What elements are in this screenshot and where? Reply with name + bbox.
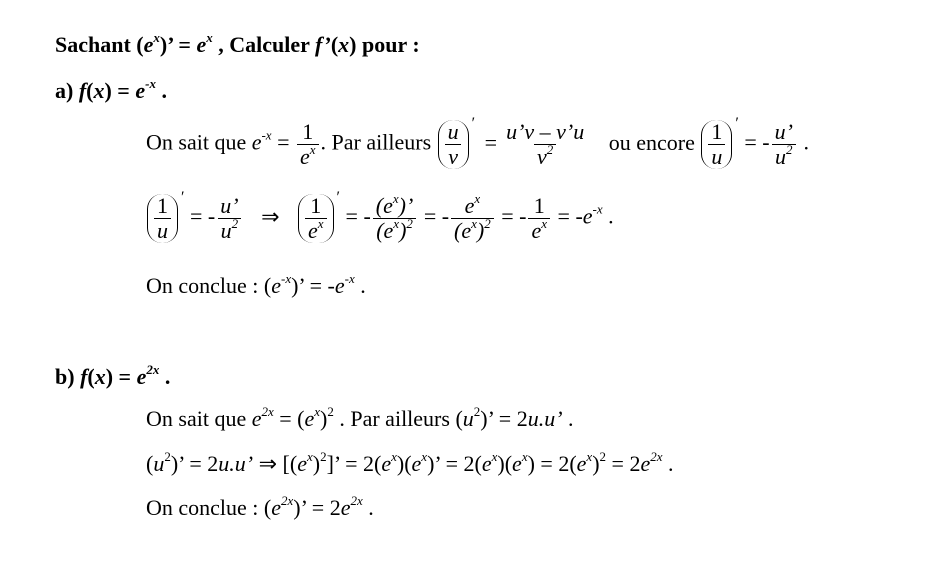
var-e: e — [411, 451, 422, 476]
text: = - — [552, 203, 583, 229]
text: )( — [396, 451, 412, 476]
text: . — [602, 203, 614, 229]
text: ) = — [105, 364, 137, 389]
part-a-line-2 — [146, 188, 614, 243]
var-x: x — [93, 78, 105, 103]
label-a: a) — [55, 78, 79, 103]
exponent: x — [391, 449, 397, 464]
var-e: e — [531, 218, 542, 243]
exponent: x — [317, 216, 324, 231]
text: , Calculer — [212, 32, 315, 57]
implies-arrow: ⇒ — [253, 451, 283, 476]
text: . Par ailleurs ( — [333, 406, 463, 431]
text: . Par ailleurs — [320, 129, 432, 155]
prime-mark: ′ — [336, 188, 341, 206]
fraction — [217, 194, 241, 243]
equals: = — [484, 129, 498, 155]
exponent: 2 — [164, 449, 171, 464]
exponent: x — [586, 449, 593, 464]
var-f: f — [78, 78, 87, 103]
var-e: e — [251, 406, 262, 431]
denominator — [305, 218, 327, 243]
text: . — [562, 406, 574, 431]
text: ( — [86, 78, 94, 103]
var-e: e — [381, 451, 392, 476]
fraction — [305, 194, 327, 243]
exponent: 2 — [327, 404, 334, 419]
denominator — [534, 144, 556, 169]
var-e: e — [304, 406, 315, 431]
denominator — [772, 144, 796, 169]
text: . — [155, 78, 167, 103]
text: )’ = 2 — [170, 451, 219, 476]
exponent: -x — [344, 271, 355, 286]
exponent: x — [541, 216, 548, 231]
var-e: e — [251, 129, 262, 155]
denominator — [528, 218, 550, 243]
exponent: x — [309, 142, 316, 157]
text: . — [362, 495, 374, 520]
var-x: x — [94, 364, 106, 389]
exponent: 2 — [599, 449, 607, 464]
var-e: e — [143, 32, 154, 57]
text: = - — [738, 129, 770, 155]
var-e: e — [334, 273, 345, 298]
numerator: 1 — [157, 193, 168, 218]
text: ) — [476, 218, 485, 243]
exponent: x — [491, 449, 498, 464]
text: ( — [330, 32, 339, 57]
exponent: 2x — [261, 404, 274, 419]
exponent: x — [521, 449, 528, 464]
denominator — [373, 218, 416, 243]
exponent: 2x — [281, 493, 294, 508]
text: On conclue : ( — [146, 495, 272, 520]
text: = - — [184, 203, 216, 229]
exponent: -x — [261, 127, 272, 143]
text: ) — [320, 406, 328, 431]
var-e: e — [640, 451, 651, 476]
fraction — [772, 120, 796, 169]
exponent: -x — [145, 76, 156, 91]
text: Sachant ( — [55, 32, 144, 57]
numerator: u — [447, 119, 459, 144]
denominator: u — [708, 144, 725, 169]
parenthesized-fraction — [438, 120, 469, 169]
var-e: e — [512, 451, 522, 476]
exponent: 2 — [546, 142, 554, 157]
expr-uu: u.u’ — [527, 406, 563, 431]
text: )’ — [398, 193, 414, 218]
denominator: u — [154, 218, 171, 243]
text: On sait que — [146, 129, 252, 155]
numerator: u’ — [220, 193, 239, 218]
text: ( — [87, 364, 95, 389]
part-b-line-2 — [146, 451, 674, 477]
var-e: e — [464, 193, 475, 218]
var-fprime: f’ — [314, 32, 331, 57]
exponent: x — [393, 216, 400, 231]
numerator: 1 — [302, 119, 314, 144]
text: . — [662, 451, 674, 476]
denominator — [451, 218, 494, 243]
var-e: e — [308, 218, 318, 243]
denominator — [218, 218, 242, 243]
text: ou encore — [608, 129, 695, 155]
exponent: 2 — [473, 404, 481, 419]
fraction — [297, 120, 319, 169]
exponent: x — [153, 30, 160, 45]
var-e: e — [271, 495, 281, 520]
text: )’ = 2( — [427, 451, 482, 476]
text: = - — [418, 203, 450, 229]
text: . — [354, 273, 366, 298]
numerator: 1 — [711, 119, 723, 144]
numerator: u’v – v’u — [506, 119, 585, 144]
part-a-line-1 — [146, 114, 809, 169]
text: )’ = - — [291, 273, 335, 298]
exponent: 2 — [231, 216, 239, 231]
implies-arrow: ⇒ — [261, 203, 280, 229]
exponent: 2 — [406, 216, 413, 231]
expr-uu: u.u’ — [218, 451, 254, 476]
var-e: e — [340, 495, 351, 520]
text: )’ = — [159, 32, 197, 57]
text: = — [271, 129, 295, 155]
exponent: 2x — [650, 449, 663, 464]
exponent: x — [471, 216, 477, 231]
denominator: v — [445, 144, 461, 169]
fraction — [528, 194, 550, 243]
prime-mark: ′ — [181, 188, 185, 206]
var-e: e — [136, 364, 147, 389]
parenthesized-fraction — [147, 194, 178, 243]
var-e: e — [297, 451, 307, 476]
exponent: -x — [281, 271, 292, 286]
fraction — [154, 194, 171, 243]
text: = ( — [273, 406, 305, 431]
text: )’ = 2 — [480, 406, 528, 431]
parenthesized-fraction — [298, 194, 334, 243]
exponent: 2x — [350, 493, 363, 508]
text: (e — [375, 193, 393, 218]
denominator — [297, 144, 319, 169]
text: On sait que — [146, 406, 252, 431]
exponent: 2 — [786, 142, 793, 157]
text: . — [159, 364, 171, 389]
text: ]’ = 2( — [326, 451, 382, 476]
fraction — [445, 120, 462, 169]
fraction — [708, 120, 725, 169]
part-a-heading — [55, 78, 167, 104]
text: )’ = 2 — [293, 495, 341, 520]
text: )( — [497, 451, 513, 476]
exponent: 2 — [320, 449, 327, 464]
fraction — [373, 191, 417, 243]
text: = - — [495, 203, 527, 229]
text: On conclue : ( — [146, 273, 272, 298]
text: ) — [592, 451, 600, 476]
var-u: u — [220, 218, 232, 243]
var-e: e — [271, 273, 281, 298]
var-e: e — [576, 451, 587, 476]
var-e: e — [135, 78, 146, 103]
numerator — [462, 191, 484, 218]
text: [( — [282, 451, 298, 476]
var-f: f — [80, 364, 88, 389]
text: (e — [454, 218, 472, 243]
label-b: b) — [55, 364, 81, 389]
fraction — [503, 120, 587, 169]
prime-mark: ′ — [735, 114, 739, 132]
var-e: e — [300, 144, 310, 169]
numerator: 1 — [533, 193, 545, 218]
exponent: 2x — [146, 362, 160, 377]
text: = - — [340, 203, 371, 229]
var-u: u — [153, 451, 165, 476]
var-u: u — [462, 406, 474, 431]
var-e: e — [582, 203, 593, 229]
part-b-heading — [55, 364, 170, 390]
text: ) = 2( — [527, 451, 577, 476]
var-x: x — [338, 32, 350, 57]
exponent: x — [206, 30, 213, 45]
part-b-line-1 — [146, 406, 574, 432]
parenthesized-fraction — [701, 120, 732, 169]
var-v: v — [537, 144, 547, 169]
exponent: x — [392, 191, 399, 206]
exponent: x — [306, 449, 313, 464]
var-e: e — [196, 32, 207, 57]
text: ) = — [104, 78, 136, 103]
exponent: x — [421, 449, 428, 464]
numerator: u’ — [774, 119, 793, 144]
var-u: u — [775, 144, 787, 169]
text: (e — [376, 218, 394, 243]
exponent: 2 — [484, 216, 491, 231]
text: ) pour : — [349, 32, 420, 57]
numerator: 1 — [310, 193, 322, 218]
text: ( — [146, 451, 154, 476]
fraction — [451, 191, 494, 243]
exponent: x — [314, 404, 321, 419]
text: ) — [312, 451, 321, 476]
part-b-conclusion — [146, 495, 374, 521]
text: = 2 — [606, 451, 641, 476]
exponent: x — [474, 191, 481, 206]
var-e: e — [481, 451, 492, 476]
prime-mark: ′ — [471, 114, 476, 132]
text: . — [797, 129, 809, 155]
part-a-conclusion — [146, 273, 366, 299]
numerator — [373, 191, 417, 218]
exercise-statement — [55, 32, 420, 58]
text: ) — [399, 218, 407, 243]
exponent: -x — [592, 201, 603, 217]
